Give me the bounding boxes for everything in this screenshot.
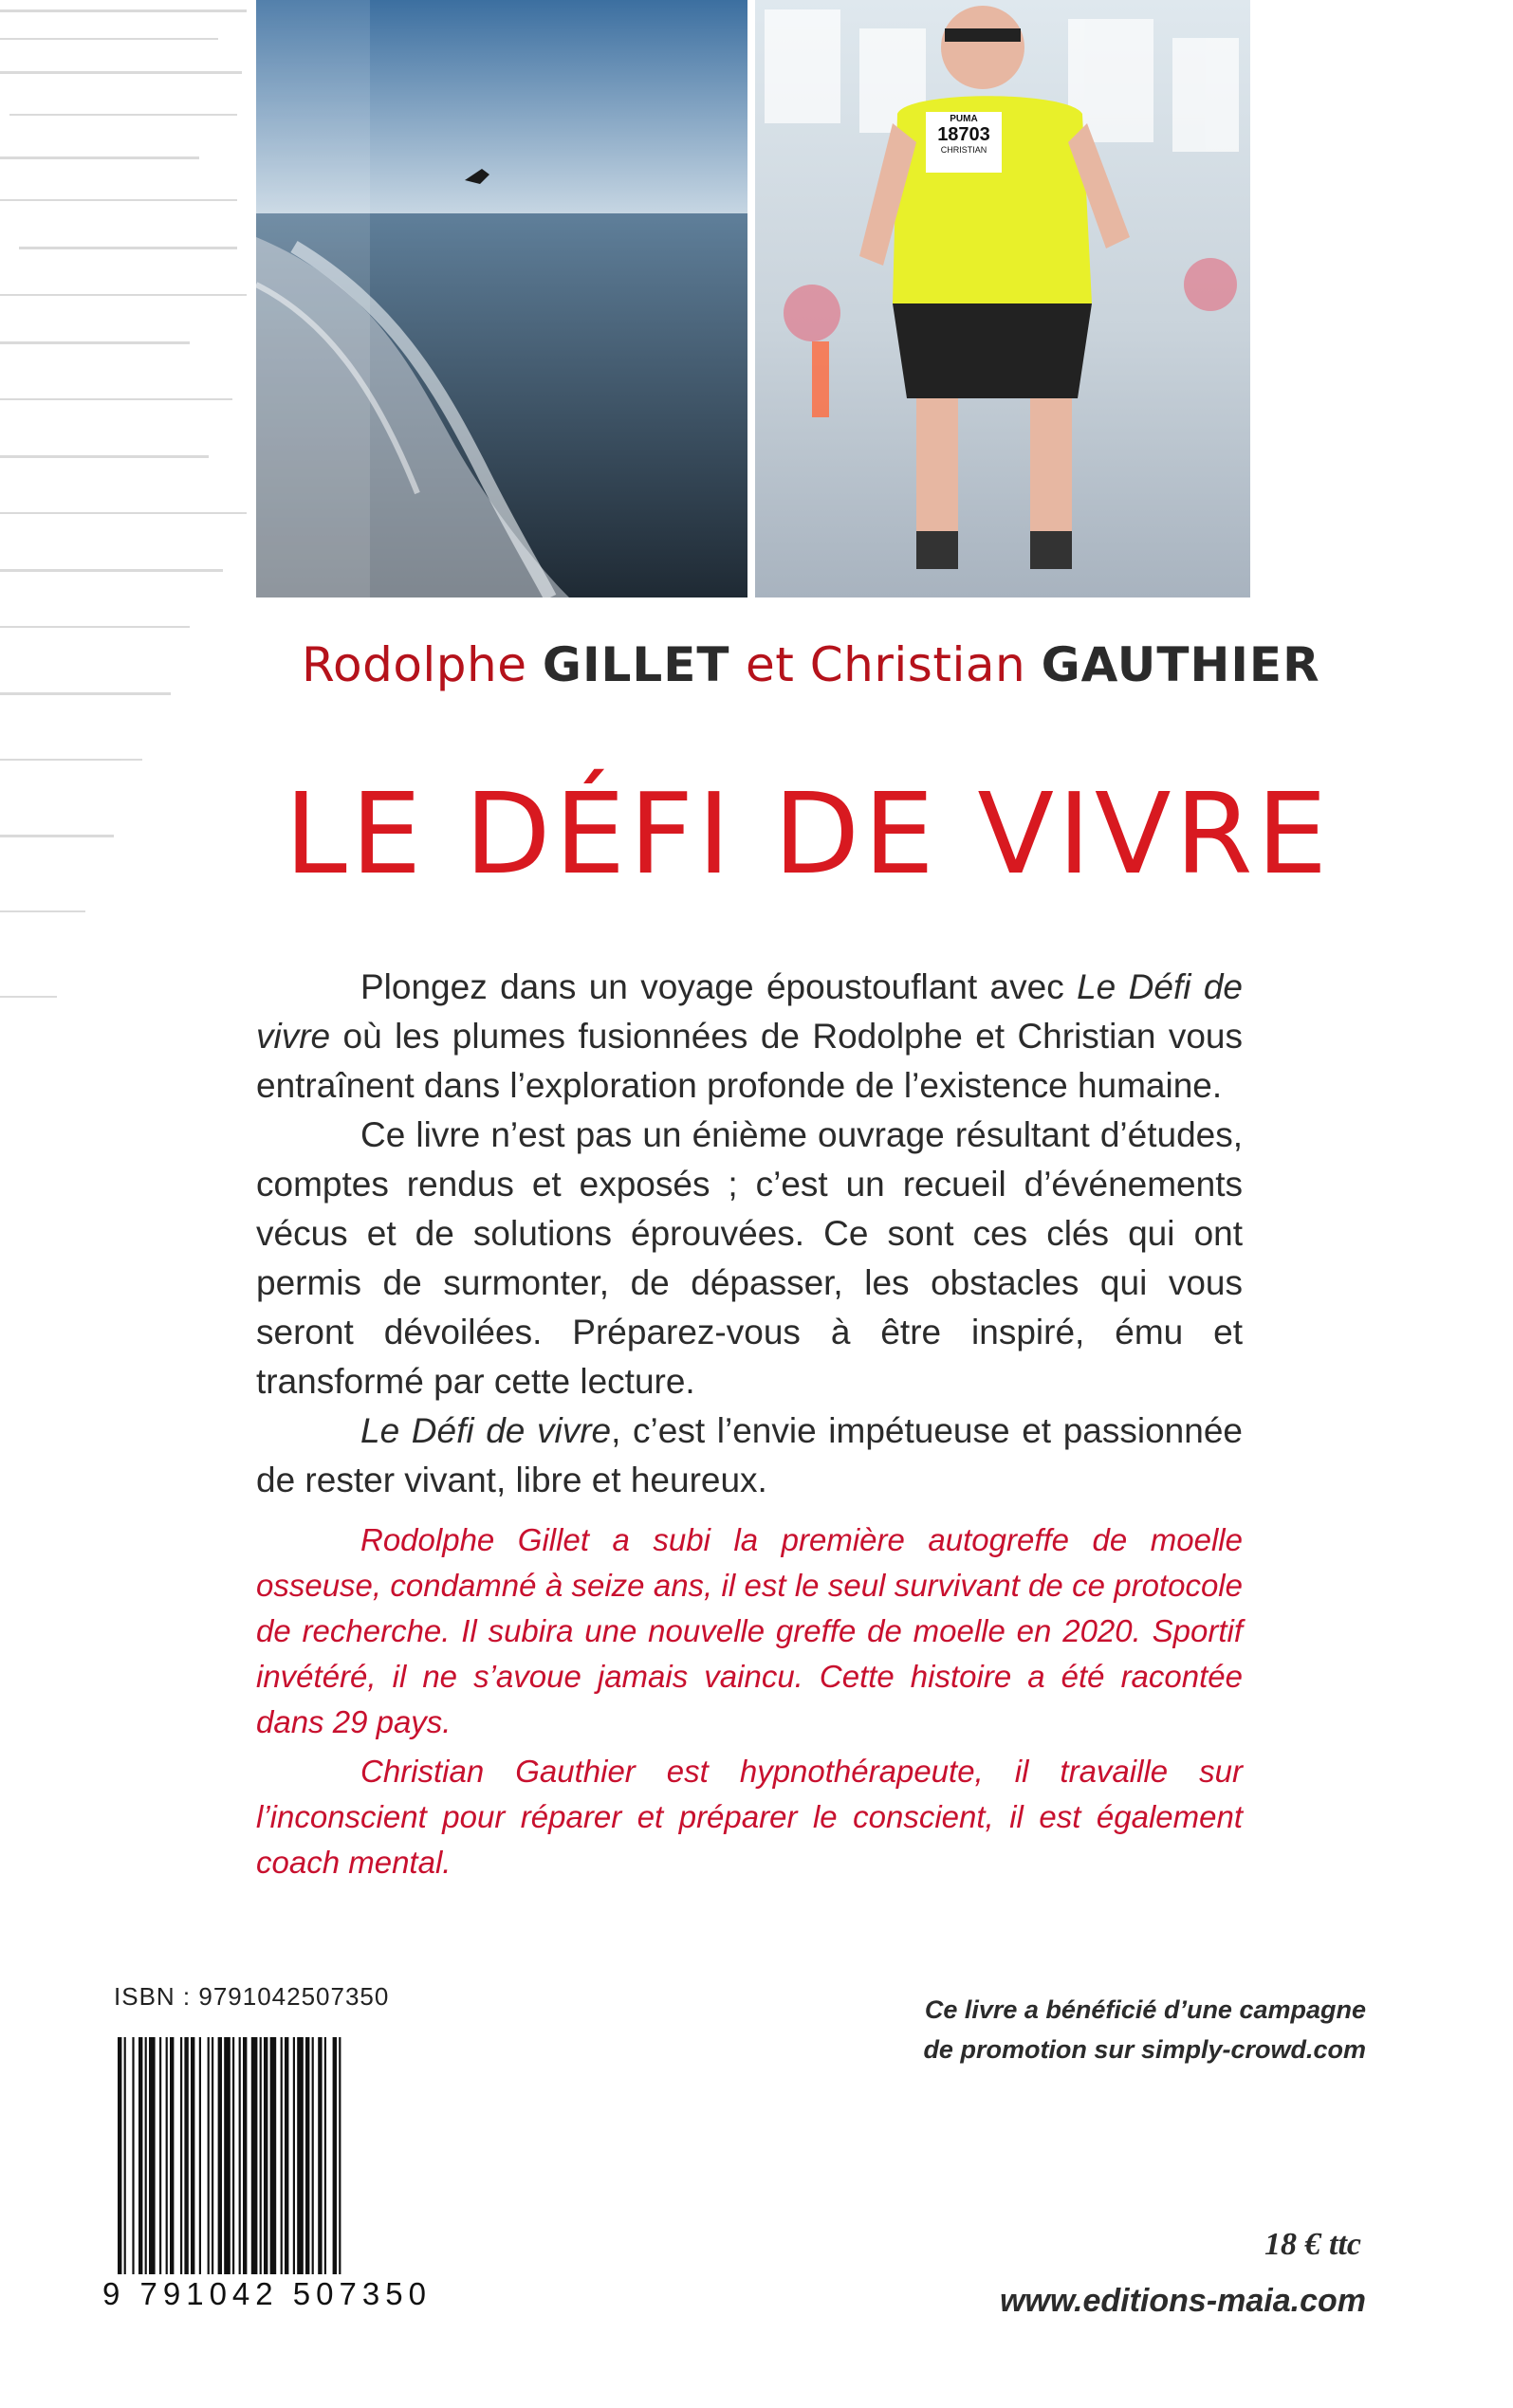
author-2-first-name: Christian: [809, 637, 1026, 692]
race-bib: [926, 112, 1002, 173]
author-2-surname: GAUTHIER: [1041, 637, 1320, 692]
barcode-bar: [132, 2037, 134, 2274]
bio-gauthier: Christian Gauthier est hypnothérapeute, il travaille sur l’inconscient pour réparer et préparer le conscient, il est également coach mental.: [256, 1754, 1243, 1880]
barcode-bar: [208, 2037, 210, 2274]
barcode-bar: [180, 2037, 182, 2274]
book-title: LE DÉFI DE VIVRE: [285, 768, 1332, 899]
barcode-bar: [124, 2037, 126, 2274]
barcode-bar: [218, 2037, 222, 2274]
scan-texture: [0, 0, 256, 1138]
bib-number: 18703: [937, 124, 990, 145]
bib-sponsor: PUMA: [950, 114, 978, 124]
barcode-bar: [293, 2037, 295, 2274]
barcode-bar: [232, 2037, 234, 2274]
barcode-bar: [184, 2037, 188, 2274]
blurb-paragraph-1: [256, 963, 1243, 1111]
author-1-surname: GILLET: [542, 637, 730, 692]
barcode-bar: [260, 2037, 262, 2274]
barcode-bar: [159, 2037, 161, 2274]
barcode-bar: [138, 2037, 142, 2274]
blurb-paragraph-2: Ce livre n’est pas un énième ouvrage résultant d’études, comptes rendus et exposés ; c’est un recueil d’événements vécus et de solutions éprouvées. Ce sont ces clés qui ont permis de surmonter, de dépasser, les obstacles qui vous seront dévoilées. Préparez-vous à être inspiré, ému et transformé par cette lecture.: [256, 1115, 1243, 1401]
barcode-bar: [166, 2037, 168, 2274]
blurb-p1-text-b: où les plumes fusionnées de Rodolphe et Christian vous entraînent dans l’exploration profonde de l’existence humaine.: [256, 1017, 1243, 1105]
barcode-bar: [312, 2037, 314, 2274]
photo-sea-wake: [256, 0, 747, 597]
barcode-bar: [224, 2037, 231, 2274]
barcode-bar: [305, 2037, 309, 2274]
barcode-bar: [333, 2037, 337, 2274]
barcode-bar: [145, 2037, 147, 2274]
blurb-paragraph-3: [256, 1406, 1243, 1505]
barcode-bar: [297, 2037, 304, 2274]
barcode-bar: [170, 2037, 174, 2274]
promo-line-1: Ce livre a bénéficié d’une campagne: [924, 1995, 1366, 2024]
publisher-website: www.editions-maia.com: [999, 2283, 1366, 2319]
barcode-bar: [270, 2037, 277, 2274]
bio-gillet: Rodolphe Gillet a subi la première autogreffe de moelle osseuse, condamné à seize ans, il est le seul survivant de ce protocole de recherche. Il subira une nouvelle greffe de moelle en 2020. Sportif invétéré, il ne s’avoue jamais vaincu. Cette histoire a été racontée dans 29 pays.: [256, 1522, 1243, 1739]
barcode-digits: 9 791042 507350: [102, 2276, 432, 2311]
photo-runner: [755, 0, 1250, 597]
barcode-bar: [212, 2037, 213, 2274]
barcode-bar: [318, 2037, 322, 2274]
barcode-bar: [118, 2037, 121, 2274]
price: 18 € ttc: [1264, 2227, 1361, 2262]
barcode-bar: [243, 2037, 247, 2274]
blurb-p3-book-title: Le Défi de vivre: [360, 1411, 612, 1450]
author-bios: [256, 1517, 1243, 1885]
barcode-bar: [264, 2037, 268, 2274]
barcode-bar: [199, 2037, 201, 2274]
barcode-bar: [281, 2037, 283, 2274]
bib-name: CHRISTIAN: [940, 145, 987, 155]
barcode-bar: [251, 2037, 258, 2274]
blurb-p3-text: , c’est l’envie impétueuse et passionnée de rester vivant, libre et heureux.: [256, 1411, 1243, 1499]
promo-note: [923, 1990, 1366, 2069]
barcode-bar: [191, 2037, 194, 2274]
barcode-bar: [339, 2037, 341, 2274]
barcode-bar: [285, 2037, 288, 2274]
isbn-label: ISBN : 9791042507350: [114, 1982, 390, 2011]
barcode-bar: [149, 2037, 156, 2274]
barcode-bar: [324, 2037, 326, 2274]
blurb-p1-text-a: Plongez dans un voyage époustouflant avec: [360, 967, 1078, 1006]
promo-line-2: de promotion sur simply-crowd.com: [923, 2035, 1366, 2064]
blurb-p1-book-title: Le Défi de vivre: [256, 967, 1243, 1056]
authors-line: [302, 637, 1320, 692]
barcode-bar: [239, 2037, 241, 2274]
author-1-first-name: Rodolphe: [302, 637, 527, 692]
barcode: [114, 2037, 410, 2274]
blurb-main: [256, 963, 1243, 1505]
authors-connector: et: [745, 637, 795, 692]
